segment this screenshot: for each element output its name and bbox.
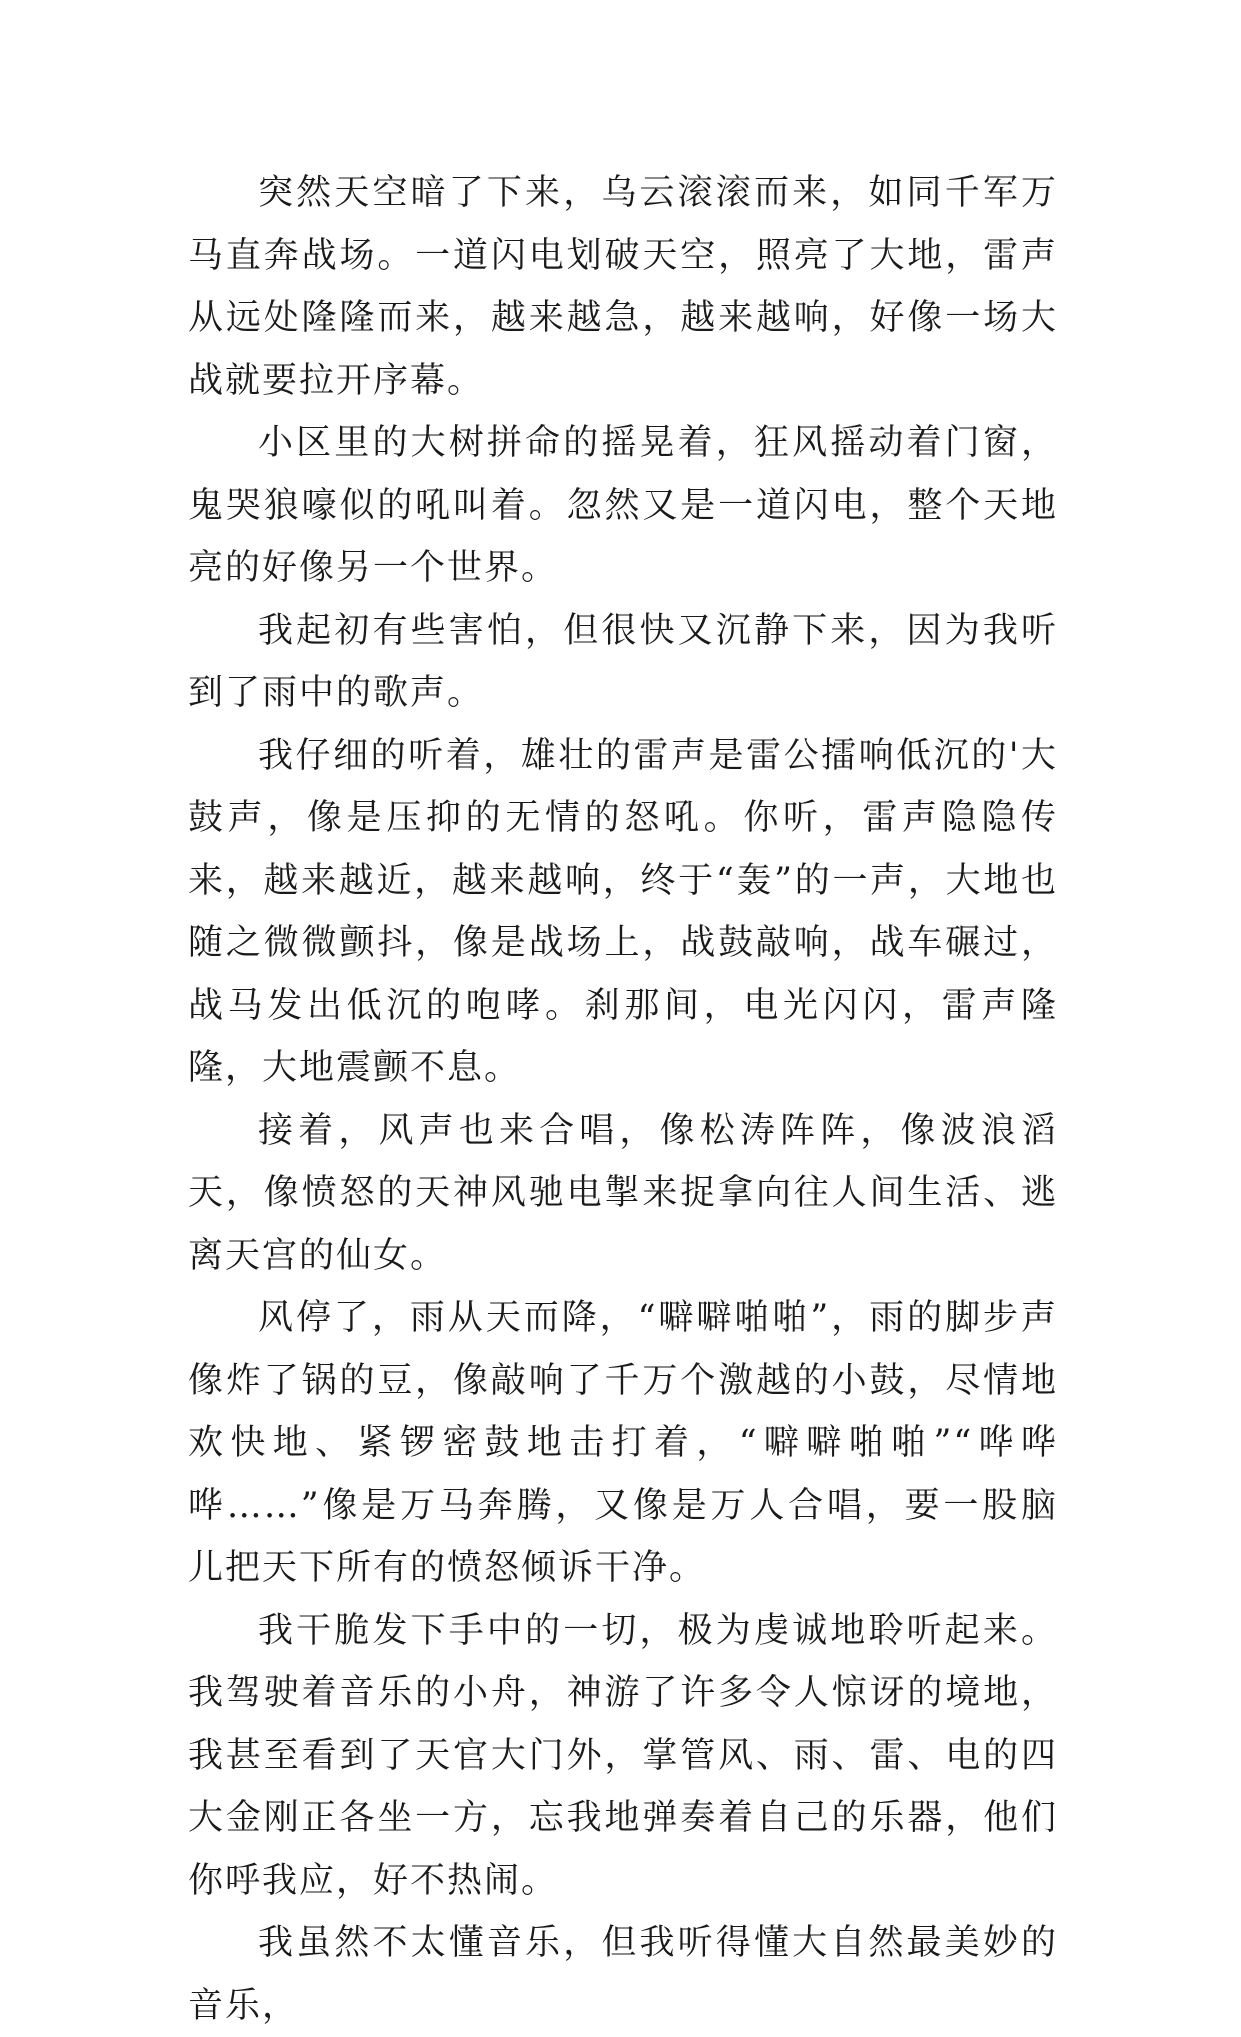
paragraph-nature-music: 我虽然不太懂音乐，但我听得懂大自然最美妙的音乐， <box>188 1923 1058 2026</box>
document-page <box>188 162 1058 2037</box>
paragraph-wind-chorus: 接着，风声也来合唱，像松涛阵阵，像波浪滔天，像愤怒的天神风驰电掣来捉拿向往人间生活、逃离天宫的仙女。 <box>188 1110 1058 1276</box>
paragraph-song-in-rain: 我起初有些害怕，但很快又沉静下来，因为我听到了雨中的歌声。 <box>188 610 1058 713</box>
paragraph-wind-trees: 小区里的大树拼命的摇晃着，狂风摇动着门窗，鬼哭狼嚎似的吼叫着。忽然又是一道闪电，整个天地亮的好像另一个世界。 <box>188 423 1058 588</box>
paragraph-thunder-drums: 我仔细的听着，雄壮的雷声是雷公擂响低沉的'大鼓声，像是压抑的无情的怒吼。你听，雷声隐隐传来，越来越近，越来越响，终于“轰”的一声，大地也随之微微颤抖，像是战场上，战鼓敲响，战车碾过，战马发出低沉的咆哮。刹那间，电光闪闪，雷声隆隆，大地震颤不息。 <box>188 735 1058 1088</box>
paragraph-listening: 我干脆发下手中的一切，极为虔诚地聆听起来。我驾驶着音乐的小舟，神游了许多令人惊讶的境地，我甚至看到了天官大门外，掌管风、雨、雷、电的四大金刚正各坐一方，忘我地弹奏着自己的乐器，他们你呼我应，好不热闹。 <box>188 1610 1058 1901</box>
paragraph-thunder-opening: 突然天空暗了下来，乌云滚滚而来，如同千军万马直奔战场。一道闪电划破天空，照亮了大地，雷声从远处隆隆而来，越来越急，越来越响，好像一场大战就要拉开序幕。 <box>188 173 1058 401</box>
paragraph-rain-falls: 风停了，雨从天而降，“噼噼啪啪”，雨的脚步声像炸了锅的豆，像敲响了千万个激越的小鼓，尽情地欢快地、紧锣密鼓地击打着，“噼噼啪啪”“哗哗哗……”像是万马奔腾，又像是万人合唱，要一股脑儿把天下所有的愤怒倾诉干净。 <box>188 1298 1058 1588</box>
